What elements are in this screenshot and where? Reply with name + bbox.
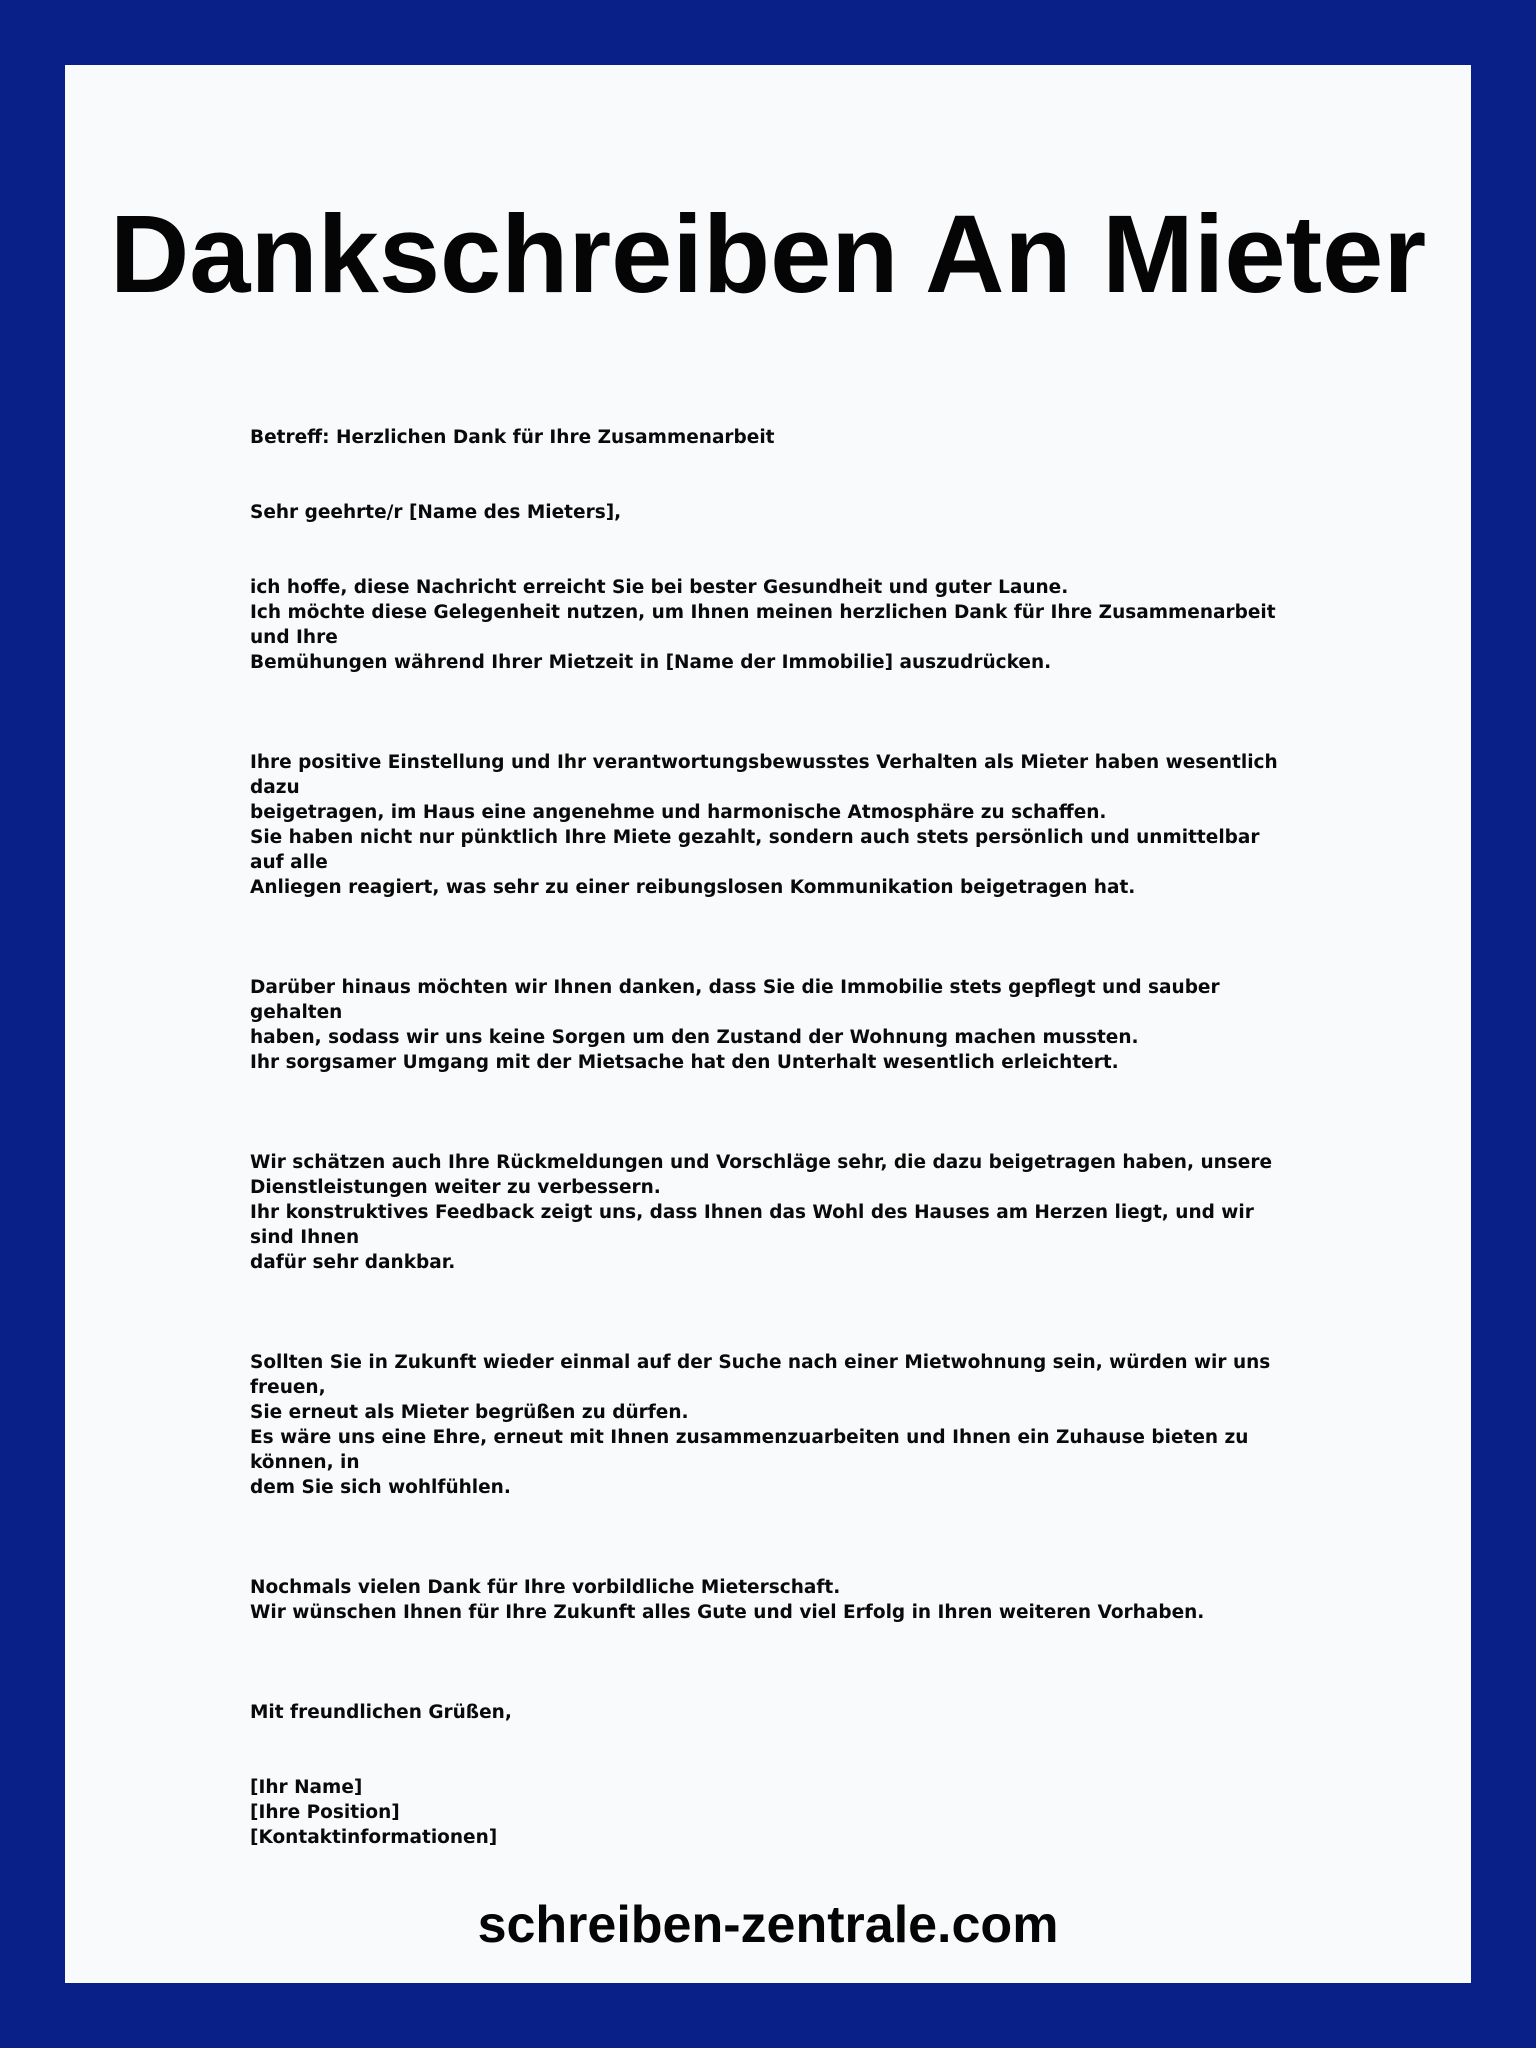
letter-paragraph-3: Darüber hinaus möchten wir Ihnen danken, dass Sie die Immobilie stets gepflegt und sauber gehalten haben, sodass wir uns keine Sorgen um den Zustand der Wohnung machen mussten. Ihr sorgsamer Umgang mit der Mietsache hat den Unterhalt wesentlich erleichtert. (250, 977, 1220, 1073)
page-title: Dankschreiben An Mieter (109, 193, 1427, 316)
letter-signature: [Ihr Name] [Ihre Position] [Kontaktinformationen] (250, 1777, 498, 1848)
letter-paragraph-4: Wir schätzen auch Ihre Rückmeldungen und Vorschläge sehr, die dazu beigetragen haben, unsere Dienstleistungen weiter zu verbessern. Ihr konstruktives Feedback zeigt uns, dass Ihnen das Wohl des Hauses am Herzen liegt, und wir sind Ihnen dafür sehr dankbar. (250, 1152, 1273, 1273)
letter-paragraph-1: ich hoffe, diese Nachricht erreicht Sie bei bester Gesundheit und guter Laune. Ich möchte diese Gelegenheit nutzen, um Ihnen meinen herzlichen Dank für Ihre Zusammenarbeit und Ihre Bemühungen während Ihrer Mietzeit in [Name der Immobilie] auszudrücken. (250, 577, 1276, 673)
letter-body (250, 400, 1290, 1875)
letter-paragraph-6: Nochmals vielen Dank für Ihre vorbildliche Mieterschaft. Wir wünschen Ihnen für Ihre Zukunft alles Gute und viel Erfolg in Ihren weiteren Vorhaben. (250, 1577, 1205, 1623)
letter-closing: Mit freundlichen Grüßen, (250, 1702, 512, 1723)
letter-salutation: Sehr geehrte/r [Name des Mieters], (250, 502, 622, 523)
letter-subject: Betreff: Herzlichen Dank für Ihre Zusammenarbeit (250, 427, 775, 448)
site-footer-url: schreiben-zentrale.com (477, 1896, 1059, 1954)
letter-paragraph-2: Ihre positive Einstellung und Ihr verantwortungsbewusstes Verhalten als Mieter haben wesentlich dazu beigetragen, im Haus eine angenehme und harmonische Atmosphäre zu schaffen. Sie haben nicht nur pünktlich Ihre Miete gezahlt, sondern auch stets persönlich und unmittelbar auf alle Anliegen reagiert, was sehr zu einer reibungslosen Kommunikation beigetragen hat. (250, 752, 1278, 898)
letter-paragraph-5: Sollten Sie in Zukunft wieder einmal auf der Suche nach einer Mietwohnung sein, würden wir uns freuen, Sie erneut als Mieter begrüßen zu dürfen. Es wäre uns eine Ehre, erneut mit Ihnen zusammenzuarbeiten und Ihnen ein Zuhause bieten zu können, in dem Sie sich wohlfühlen. (250, 1352, 1271, 1498)
